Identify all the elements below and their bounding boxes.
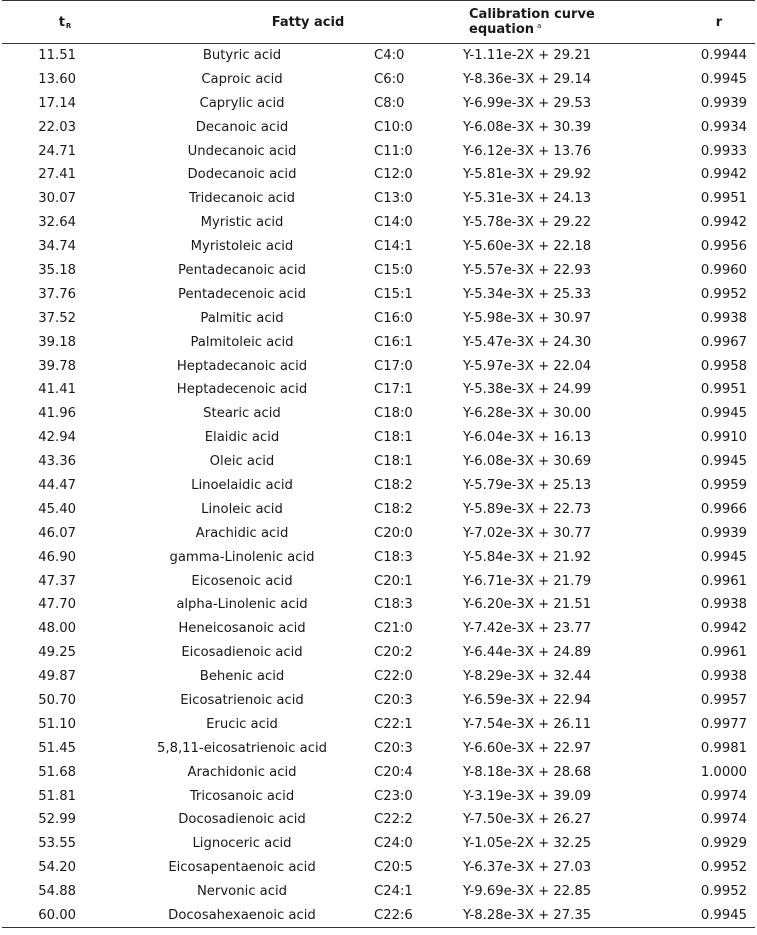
cell-retention-time: 48.00 [38, 621, 76, 637]
table-row [2, 497, 755, 521]
cell-retention-time: 13.60 [38, 71, 76, 87]
table-row [2, 760, 755, 784]
cell-fatty-acid-name: Erucic acid [206, 716, 278, 732]
cell-fatty-acid-name: Eicosenoic acid [191, 573, 293, 589]
table-row [2, 91, 755, 115]
cell-correlation: 0.9938 [700, 310, 747, 326]
cell-fatty-acid-code: C20:4 [374, 764, 413, 780]
cell-fatty-acid-name: Linoelaidic acid [191, 477, 293, 493]
cell-retention-time: 53.55 [38, 836, 76, 852]
cell-fatty-acid-name: Heptadecenoic acid [176, 382, 308, 398]
cell-correlation: 0.9933 [700, 143, 747, 159]
cell-retention-time: 41.96 [38, 406, 76, 422]
cell-fatty-acid-name: Dodecanoic acid [187, 167, 297, 183]
cell-fatty-acid-code: C11:0 [374, 143, 413, 159]
cell-fatty-acid-code: C24:1 [374, 884, 413, 900]
table-row [2, 856, 755, 880]
table-row [2, 784, 755, 808]
cell-fatty-acid-name: Behenic acid [199, 669, 285, 685]
cell-fatty-acid-code: C13:0 [374, 191, 413, 207]
cell-retention-time: 54.88 [38, 884, 76, 900]
cell-retention-time: 46.90 [38, 549, 76, 565]
cell-correlation: 0.9977 [700, 716, 747, 732]
cell-fatty-acid-name: Docosahexaenoic acid [118, 904, 348, 928]
table-row [2, 44, 755, 68]
cell-calibration-equation: Y-8.29e-3X + 32.44 [463, 669, 592, 685]
cell-fatty-acid-code: C24:0 [374, 836, 413, 852]
cell-correlation: 0.9966 [700, 501, 747, 517]
header-calibration-equation [428, 1, 653, 44]
cell-correlation: 0.9944 [700, 48, 747, 64]
cell-fatty-acid-code: C18:3 [374, 549, 413, 565]
cell-retention-time: 37.52 [38, 310, 76, 326]
table-row [2, 665, 755, 689]
cell-fatty-acid-code: C8:0 [374, 95, 405, 111]
cell-calibration-equation: Y-8.36e-3X + 29.14 [463, 71, 592, 87]
cell-calibration-equation: Y-5.47e-3X + 24.30 [463, 334, 592, 350]
table-row [2, 115, 755, 139]
table-body [2, 44, 755, 928]
header-row [2, 1, 755, 44]
cell-retention-time: 39.78 [38, 358, 76, 374]
cell-retention-time: 35.18 [38, 262, 76, 278]
header-footnote-marker: a [537, 22, 542, 30]
table-row [2, 306, 755, 330]
cell-fatty-acid-code: C22:2 [374, 812, 413, 828]
cell-retention-time: 22.03 [38, 119, 76, 135]
cell-correlation: 0.9945 [700, 71, 747, 87]
cell-calibration-equation: Y-5.89e-3X + 22.73 [463, 501, 592, 517]
table-row [2, 139, 755, 163]
cell-fatty-acid-name: Eicosapentaenoic acid [168, 860, 316, 876]
cell-calibration-equation: Y-5.98e-3X + 30.97 [463, 310, 592, 326]
table-row [2, 880, 755, 904]
table-row [2, 641, 755, 665]
cell-calibration-equation: Y-6.12e-3X + 13.76 [463, 143, 592, 159]
cell-correlation: 0.9952 [700, 286, 747, 302]
cell-retention-time: 45.40 [38, 501, 76, 517]
cell-correlation: 0.9942 [700, 167, 747, 183]
table-row [2, 808, 755, 832]
cell-fatty-acid-name: Linoleic acid [201, 501, 283, 517]
header-fatty-acid: Fatty acid [118, 1, 428, 44]
cell-retention-time: 60.00 [2, 904, 118, 928]
cell-fatty-acid-name: Myristoleic acid [190, 239, 294, 255]
cell-fatty-acid-name: Undecanoic acid [187, 143, 297, 159]
cell-calibration-equation: Y-6.28e-3X + 30.00 [463, 406, 592, 422]
cell-calibration-equation: Y-6.37e-3X + 27.03 [463, 860, 592, 876]
header-retention-time-subscript: R [65, 21, 72, 30]
cell-fatty-acid-code: C18:1 [374, 430, 413, 446]
cell-fatty-acid-name: Arachidic acid [195, 525, 289, 541]
cell-calibration-equation: Y-1.05e-2X + 32.25 [463, 836, 592, 852]
cell-fatty-acid-code: C18:2 [374, 477, 413, 493]
cell-fatty-acid-code: C20:1 [374, 573, 413, 589]
cell-correlation: 0.9945 [700, 549, 747, 565]
cell-calibration-equation: Y-9.69e-3X + 22.85 [463, 884, 592, 900]
cell-correlation: 0.9938 [700, 597, 747, 613]
table-row [2, 521, 755, 545]
cell-retention-time: 11.51 [38, 48, 76, 64]
cell-fatty-acid-name: Elaidic acid [204, 430, 280, 446]
cell-fatty-acid-name: Heptadecanoic acid [176, 358, 308, 374]
cell-fatty-acid-name: Caprylic acid [199, 95, 285, 111]
cell-fatty-acid-code: C22:1 [374, 716, 413, 732]
cell-correlation: 0.9952 [700, 860, 747, 876]
cell-retention-time: 39.18 [38, 334, 76, 350]
cell-fatty-acid-name: Pentadecenoic acid [178, 286, 306, 302]
cell-correlation: 0.9956 [700, 239, 747, 255]
cell-fatty-acid-code: C18:1 [374, 454, 413, 470]
table-row [2, 904, 755, 928]
cell-fatty-acid-name: Heneicosanoic acid [178, 621, 306, 637]
cell-fatty-acid-code: C6:0 [374, 71, 405, 87]
cell-calibration-equation: Y-6.20e-3X + 21.51 [463, 597, 592, 613]
cell-retention-time: 47.37 [38, 573, 76, 589]
cell-correlation: 1.0000 [700, 764, 747, 780]
cell-correlation: 0.9945 [700, 454, 747, 470]
cell-retention-time: 42.94 [38, 430, 76, 446]
cell-correlation: 0.9959 [700, 477, 747, 493]
cell-fatty-acid-code: C12:0 [374, 167, 413, 183]
table-row [2, 617, 755, 641]
cell-fatty-acid-code: C18:3 [374, 597, 413, 613]
cell-retention-time: 54.20 [38, 860, 76, 876]
cell-calibration-equation: Y-6.60e-3X + 22.97 [463, 740, 592, 756]
cell-fatty-acid-name: Caproic acid [201, 71, 283, 87]
table-row [2, 712, 755, 736]
cell-retention-time: 49.87 [38, 669, 76, 685]
cell-calibration-equation: Y-6.08e-3X + 30.69 [463, 454, 592, 470]
cell-retention-time: 24.71 [38, 143, 76, 159]
cell-calibration-equation: Y-5.81e-3X + 29.92 [463, 167, 592, 183]
table-row [2, 378, 755, 402]
cell-fatty-acid-name: Myristic acid [200, 215, 284, 231]
cell-fatty-acid-code: C18:2 [374, 501, 413, 517]
table-row [2, 354, 755, 378]
table-row [2, 211, 755, 235]
cell-fatty-acid-name: Nervonic acid [196, 884, 288, 900]
table-row [2, 545, 755, 569]
table-row [2, 163, 755, 187]
cell-calibration-equation: Y-5.31e-3X + 24.13 [463, 191, 592, 207]
cell-fatty-acid-code: C10:0 [374, 119, 413, 135]
cell-correlation: 0.9967 [700, 334, 747, 350]
table-row [2, 67, 755, 91]
cell-correlation: 0.9974 [700, 812, 747, 828]
table-header [2, 1, 755, 44]
table-row [2, 689, 755, 713]
cell-fatty-acid-code: C21:0 [374, 621, 413, 637]
cell-calibration-equation: Y-3.19e-3X + 39.09 [463, 788, 592, 804]
table-row [2, 426, 755, 450]
cell-fatty-acid-code: C18:0 [374, 406, 413, 422]
cell-calibration-equation: Y-5.38e-3X + 24.99 [463, 382, 592, 398]
cell-calibration-equation: Y-6.44e-3X + 24.89 [463, 645, 592, 661]
cell-fatty-acid-code: C14:0 [374, 215, 413, 231]
cell-correlation: 0.9939 [700, 525, 747, 541]
cell-correlation: 0.9960 [700, 262, 747, 278]
header-retention-time [2, 1, 118, 44]
table-row [2, 736, 755, 760]
cell-retention-time: 44.47 [38, 477, 76, 493]
cell-fatty-acid-name: gamma-Linolenic acid [169, 549, 315, 565]
cell-fatty-acid-name: Docosadienoic acid [178, 812, 306, 828]
cell-calibration-equation: Y-6.99e-3X + 29.53 [463, 95, 592, 111]
cell-retention-time: 47.70 [38, 597, 76, 613]
cell-fatty-acid-code: C15:0 [374, 262, 413, 278]
table-row [2, 450, 755, 474]
cell-retention-time: 51.45 [38, 740, 76, 756]
cell-fatty-acid-name: Oleic acid [209, 454, 275, 470]
cell-retention-time: 34.74 [38, 239, 76, 255]
cell-fatty-acid-name: Stearic acid [203, 406, 281, 422]
cell-calibration-equation: Y-6.08e-3X + 30.39 [463, 119, 592, 135]
cell-calibration-equation: Y-7.42e-3X + 23.77 [463, 621, 592, 637]
cell-fatty-acid-code: C20:2 [374, 645, 413, 661]
cell-calibration-equation: Y-7.50e-3X + 26.27 [463, 812, 592, 828]
cell-calibration-equation: Y-5.78e-3X + 29.22 [463, 215, 592, 231]
table-row [2, 474, 755, 498]
cell-fatty-acid-code: C17:0 [374, 358, 413, 374]
cell-fatty-acid-code: C15:1 [374, 286, 413, 302]
cell-fatty-acid-name: Butyric acid [202, 48, 282, 64]
cell-calibration-equation: Y-5.79e-3X + 25.13 [463, 477, 592, 493]
table-row [2, 402, 755, 426]
cell-calibration-equation: Y-6.04e-3X + 16.13 [463, 430, 592, 446]
cell-retention-time: 51.68 [38, 764, 76, 780]
cell-calibration-equation: Y-8.28e-3X + 27.35 [428, 904, 653, 928]
cell-calibration-equation: Y-5.57e-3X + 22.93 [463, 262, 592, 278]
cell-correlation: 0.9974 [700, 788, 747, 804]
cell-fatty-acid-code: C4:0 [374, 48, 405, 64]
table-row [2, 593, 755, 617]
cell-correlation: 0.9910 [700, 430, 747, 446]
cell-fatty-acid-code: C20:0 [374, 525, 413, 541]
cell-fatty-acid-name: Tridecanoic acid [189, 191, 295, 207]
cell-correlation: 0.9981 [700, 740, 747, 756]
cell-fatty-acid-name: Palmitic acid [200, 310, 284, 326]
cell-retention-time: 37.76 [38, 286, 76, 302]
cell-correlation: 0.9939 [700, 95, 747, 111]
cell-fatty-acid-code: C16:1 [374, 334, 413, 350]
cell-correlation: 0.9945 [653, 904, 755, 928]
cell-correlation: 0.9929 [700, 836, 747, 852]
cell-retention-time: 43.36 [38, 454, 76, 470]
cell-fatty-acid-name: Pentadecanoic acid [178, 262, 306, 278]
table-row [2, 282, 755, 306]
cell-correlation: 0.9958 [700, 358, 747, 374]
cell-fatty-acid-name: Decanoic acid [195, 119, 289, 135]
cell-correlation: 0.9938 [700, 669, 747, 685]
cell-fatty-acid-code: C20:3 [374, 692, 413, 708]
cell-fatty-acid-name: Eicosatrienoic acid [180, 692, 304, 708]
table-row [2, 235, 755, 259]
cell-calibration-equation: Y-5.84e-3X + 21.92 [463, 549, 592, 565]
cell-fatty-acid-name: Lignoceric acid [192, 836, 292, 852]
cell-calibration-equation: Y-7.54e-3X + 26.11 [463, 716, 592, 732]
cell-fatty-acid-name: Arachidonic acid [187, 764, 297, 780]
cell-fatty-acid-name: alpha-Linolenic acid [176, 597, 308, 613]
cell-retention-time: 30.07 [38, 191, 76, 207]
table-row [2, 330, 755, 354]
cell-fatty-acid-code: C16:0 [374, 310, 413, 326]
cell-fatty-acid-code: C22:6 [348, 904, 428, 928]
cell-calibration-equation: Y-8.18e-3X + 28.68 [463, 764, 592, 780]
cell-correlation: 0.9945 [700, 406, 747, 422]
cell-fatty-acid-name: Eicosadienoic acid [181, 645, 303, 661]
cell-correlation: 0.9951 [700, 191, 747, 207]
cell-fatty-acid-code: C23:0 [374, 788, 413, 804]
cell-correlation: 0.9957 [700, 692, 747, 708]
table-row [2, 832, 755, 856]
cell-retention-time: 50.70 [38, 692, 76, 708]
cell-calibration-equation: Y-5.34e-3X + 25.33 [463, 286, 592, 302]
cell-correlation: 0.9952 [700, 884, 747, 900]
header-correlation: r [653, 1, 755, 44]
fatty-acid-calibration-table [2, 0, 755, 928]
header-retention-time-main: t [58, 14, 65, 30]
cell-correlation: 0.9942 [700, 215, 747, 231]
cell-fatty-acid-name: Palmitoleic acid [190, 334, 294, 350]
cell-calibration-equation: Y-1.11e-2X + 29.21 [463, 48, 592, 64]
cell-calibration-equation: Y-5.60e-3X + 22.18 [463, 239, 592, 255]
cell-retention-time: 41.41 [38, 382, 76, 398]
cell-fatty-acid-code: C20:3 [374, 740, 413, 756]
cell-fatty-acid-code: C14:1 [374, 239, 413, 255]
cell-fatty-acid-name: Tricosanoic acid [189, 788, 295, 804]
cell-retention-time: 52.99 [38, 812, 76, 828]
cell-calibration-equation: Y-6.59e-3X + 22.94 [463, 692, 592, 708]
cell-fatty-acid-code: C17:1 [374, 382, 413, 398]
cell-calibration-equation: Y-6.71e-3X + 21.79 [463, 573, 592, 589]
cell-retention-time: 17.14 [38, 95, 76, 111]
cell-retention-time: 51.10 [38, 716, 76, 732]
cell-fatty-acid-code: C20:5 [374, 860, 413, 876]
cell-correlation: 0.9942 [700, 621, 747, 637]
cell-calibration-equation: Y-5.97e-3X + 22.04 [463, 358, 592, 374]
table-row [2, 259, 755, 283]
cell-retention-time: 46.07 [38, 525, 76, 541]
table-row [2, 187, 755, 211]
header-calibration-equation-text: Calibration curve equation [469, 7, 595, 37]
table-row [2, 569, 755, 593]
cell-retention-time: 49.25 [38, 645, 76, 661]
cell-correlation: 0.9951 [700, 382, 747, 398]
cell-retention-time: 27.41 [38, 167, 76, 183]
cell-correlation: 0.9934 [700, 119, 747, 135]
cell-calibration-equation: Y-7.02e-3X + 30.77 [463, 525, 592, 541]
cell-retention-time: 51.81 [38, 788, 76, 804]
cell-correlation: 0.9961 [700, 645, 747, 661]
cell-fatty-acid-name: 5,8,11-eicosatrienoic acid [156, 740, 328, 756]
cell-retention-time: 32.64 [38, 215, 76, 231]
cell-fatty-acid-code: C22:0 [374, 669, 413, 685]
cell-correlation: 0.9961 [700, 573, 747, 589]
